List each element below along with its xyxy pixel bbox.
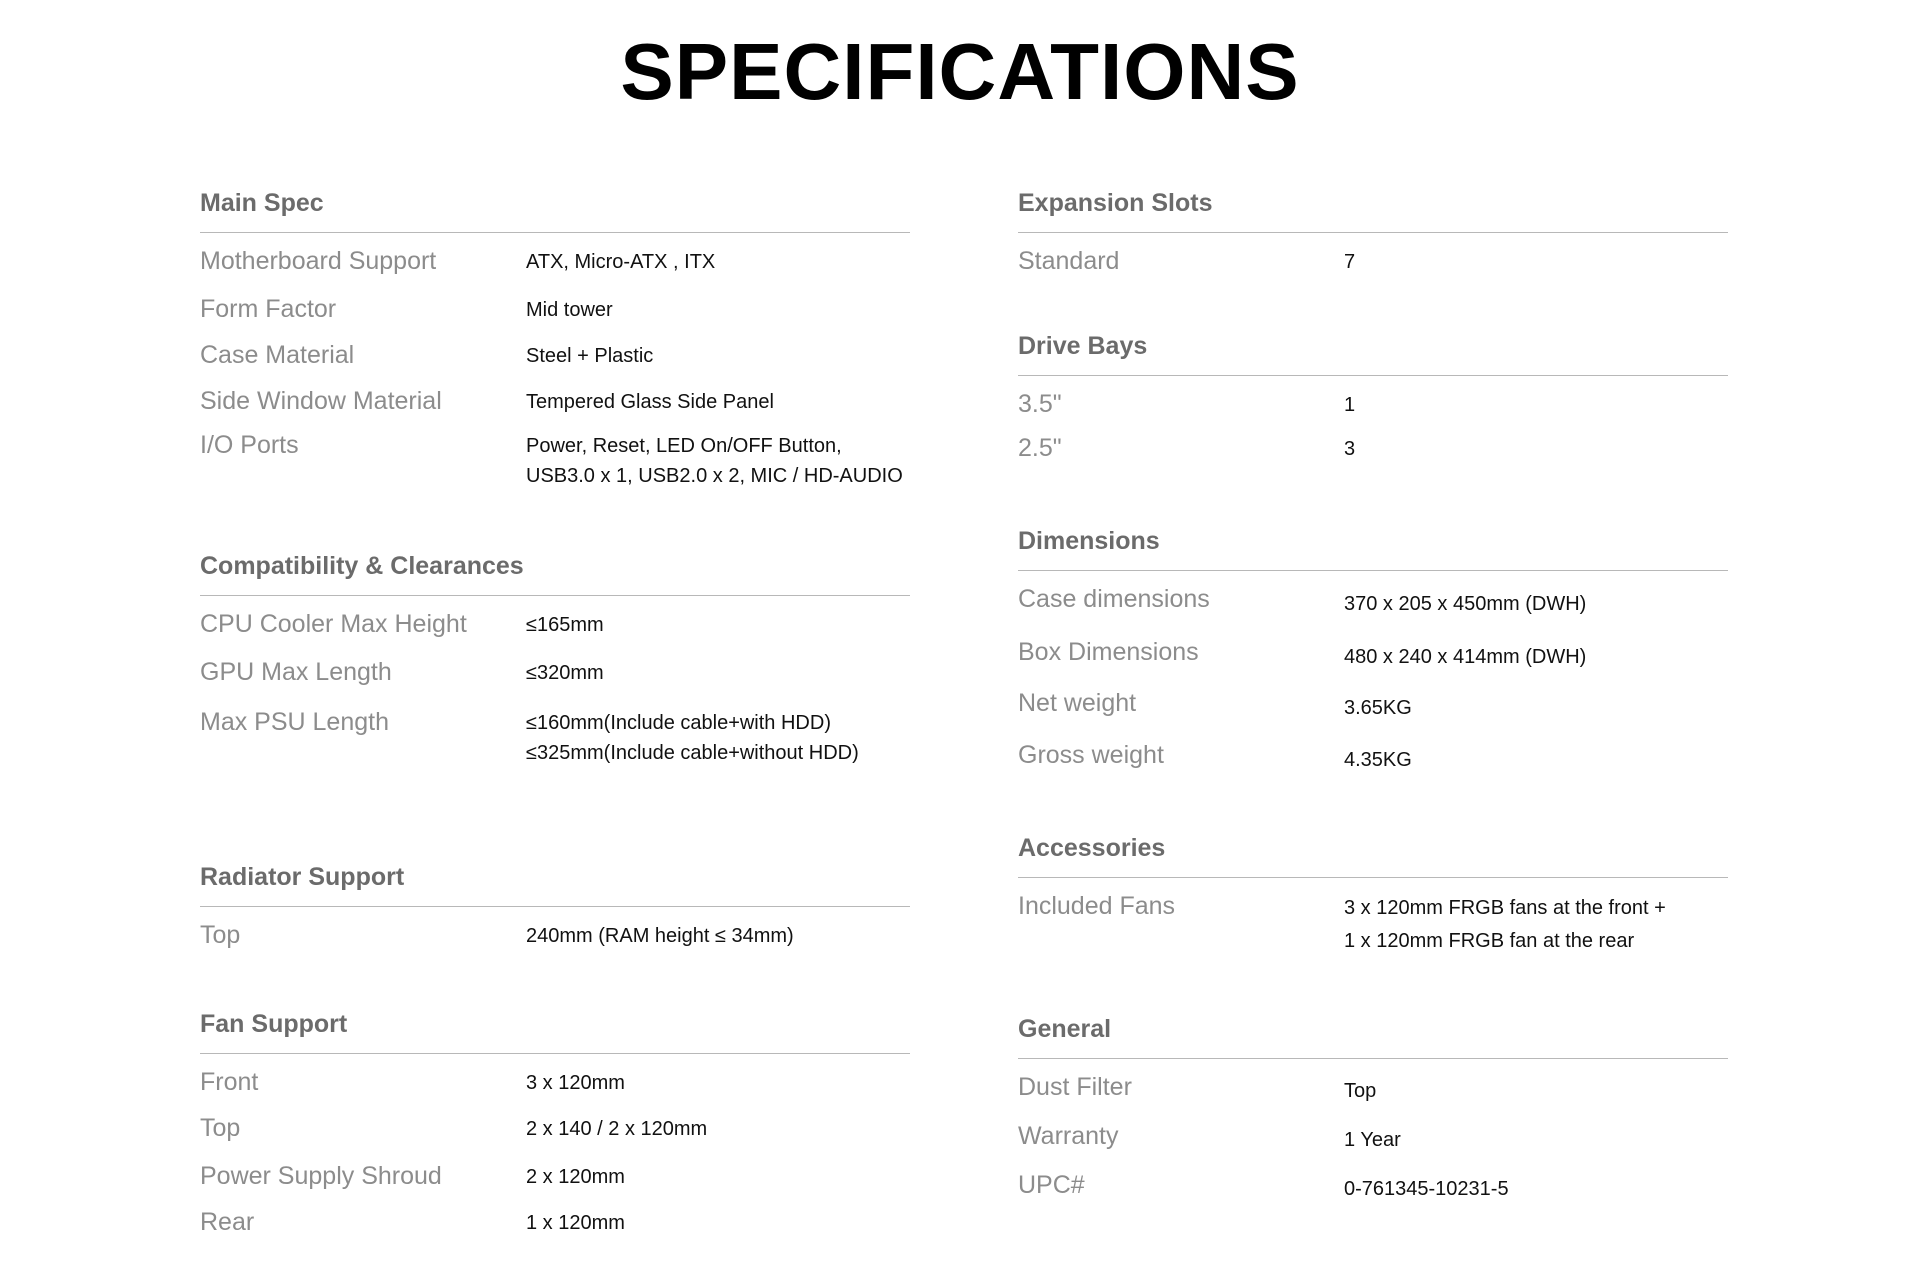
spec-value: 1 Year: [1344, 1129, 1401, 1151]
spec-row-case-material: [200, 339, 910, 385]
spec-row-3-5-inch: [1018, 388, 1728, 432]
spec-row-fan-power-supply-shroud: [200, 1160, 910, 1206]
spec-label: Case dimensions: [1018, 585, 1210, 613]
spec-label: Side Window Material: [200, 387, 442, 415]
spec-value: 4.35KG: [1344, 749, 1412, 771]
spec-row-warranty: [1018, 1120, 1728, 1169]
spec-label: Included Fans: [1018, 892, 1176, 920]
spec-value-line: ≤160mm(Include cable+with HDD): [526, 712, 831, 734]
spec-label: Standard: [1018, 247, 1120, 275]
spec-label: Front: [200, 1068, 259, 1096]
spec-value: 0-761345-10231-5: [1344, 1178, 1509, 1200]
spec-row-gpu-max-length: [200, 656, 910, 706]
spec-label: Power Supply Shroud: [200, 1162, 442, 1190]
section-fan-support: [200, 1009, 910, 1252]
spec-value: Steel + Plastic: [526, 345, 654, 367]
section-header: Drive Bays: [1018, 331, 1728, 376]
spec-label: Top: [200, 1114, 241, 1142]
section-header: Compatibility & Clearances: [200, 551, 910, 596]
spec-value-line: Power, Reset, LED On/OFF Button,: [526, 435, 842, 457]
spec-row-fan-front: [200, 1066, 910, 1112]
spec-value: Tempered Glass Side Panel: [526, 391, 774, 413]
spec-row-gross-weight: [1018, 739, 1728, 791]
section-radiator-support: [200, 862, 910, 971]
section-main-spec: [200, 188, 910, 509]
section-header: Expansion Slots: [1018, 188, 1728, 233]
spec-value: Top: [1344, 1080, 1377, 1102]
spec-value: ≤165mm: [526, 614, 604, 636]
section-header: General: [1018, 1014, 1728, 1059]
spec-row-form-factor: [200, 293, 910, 339]
spec-row-dust-filter: [1018, 1071, 1728, 1120]
section-header: Dimensions: [1018, 526, 1728, 571]
section-header: Fan Support: [200, 1009, 910, 1054]
section-general: [1018, 1014, 1728, 1218]
spec-value: 2 x 120mm: [526, 1166, 625, 1188]
spec-row-2-5-inch: [1018, 432, 1728, 476]
spec-value: 3: [1344, 438, 1356, 460]
spec-row-side-window-material: [200, 385, 910, 429]
spec-value: 1: [1344, 394, 1356, 416]
spec-value: 370 x 205 x 450mm (DWH): [1344, 593, 1587, 615]
spec-label: Top: [200, 921, 241, 949]
spec-label: GPU Max Length: [200, 658, 392, 686]
spec-value: [526, 706, 859, 768]
section-header: Radiator Support: [200, 862, 910, 907]
section-drive-bays: [1018, 331, 1728, 476]
section-accessories: [1018, 833, 1728, 978]
spec-value: 3.65KG: [1344, 697, 1412, 719]
spec-value-line: 1 x 120mm FRGB fan at the rear: [1344, 930, 1635, 952]
spec-row-max-psu-length: [200, 706, 910, 786]
spec-label: 2.5": [1018, 434, 1062, 462]
spec-row-case-dimensions: [1018, 583, 1728, 636]
spec-value: 2 x 140 / 2 x 120mm: [526, 1118, 708, 1140]
spec-label: Dust Filter: [1018, 1073, 1132, 1101]
spec-row-net-weight: [1018, 687, 1728, 739]
section-header: Accessories: [1018, 833, 1728, 878]
spec-row-cpu-cooler-max-height: [200, 608, 910, 656]
spec-value-line: 3 x 120mm FRGB fans at the front +: [1344, 897, 1666, 919]
section-header: Main Spec: [200, 188, 910, 233]
spec-row-upc: [1018, 1169, 1728, 1218]
spec-label: 3.5": [1018, 390, 1062, 418]
left-column: [200, 188, 910, 1252]
spec-value: 1 x 120mm: [526, 1212, 625, 1234]
spec-row-box-dimensions: [1018, 636, 1728, 687]
spec-value: 7: [1344, 251, 1356, 273]
spec-row-included-fans: [1018, 890, 1728, 978]
spec-row-motherboard-support: [200, 245, 910, 293]
section-dimensions: [1018, 526, 1728, 791]
spec-label: Form Factor: [200, 295, 337, 323]
section-expansion-slots: [1018, 188, 1728, 297]
spec-label: Box Dimensions: [1018, 638, 1199, 666]
spec-row-radiator-top: [200, 919, 910, 971]
spec-value-line: ≤325mm(Include cable+without HDD): [526, 742, 859, 764]
spec-value: Mid tower: [526, 299, 613, 321]
spec-row-fan-top: [200, 1112, 910, 1160]
spec-row-standard: [1018, 245, 1728, 297]
spec-label: Gross weight: [1018, 741, 1164, 769]
spec-value: ATX, Micro-ATX , ITX: [526, 251, 716, 273]
spec-label: UPC#: [1018, 1171, 1085, 1199]
spec-value: 240mm (RAM height ≤ 34mm): [526, 925, 794, 947]
spec-label: I/O Ports: [200, 431, 299, 459]
right-column: [1018, 188, 1728, 1218]
spec-value: ≤320mm: [526, 662, 604, 684]
section-compatibility: [200, 551, 910, 786]
page-title: SPECIFICATIONS: [620, 27, 1300, 116]
spec-label: Net weight: [1018, 689, 1137, 717]
spec-label: Rear: [200, 1208, 255, 1236]
spec-label: Max PSU Length: [200, 708, 389, 736]
spec-value: 480 x 240 x 414mm (DWH): [1344, 646, 1587, 668]
spec-value-line: USB3.0 x 1, USB2.0 x 2, MIC / HD-AUDIO: [526, 465, 903, 487]
spec-label: CPU Cooler Max Height: [200, 610, 467, 638]
spec-value: [526, 429, 903, 491]
spec-row-io-ports: [200, 429, 910, 509]
spec-label: Motherboard Support: [200, 247, 437, 275]
spec-label: Warranty: [1018, 1122, 1119, 1150]
spec-value: [1344, 890, 1666, 958]
spec-row-fan-rear: [200, 1206, 910, 1252]
spec-label: Case Material: [200, 341, 355, 369]
spec-value: 3 x 120mm: [526, 1072, 625, 1094]
